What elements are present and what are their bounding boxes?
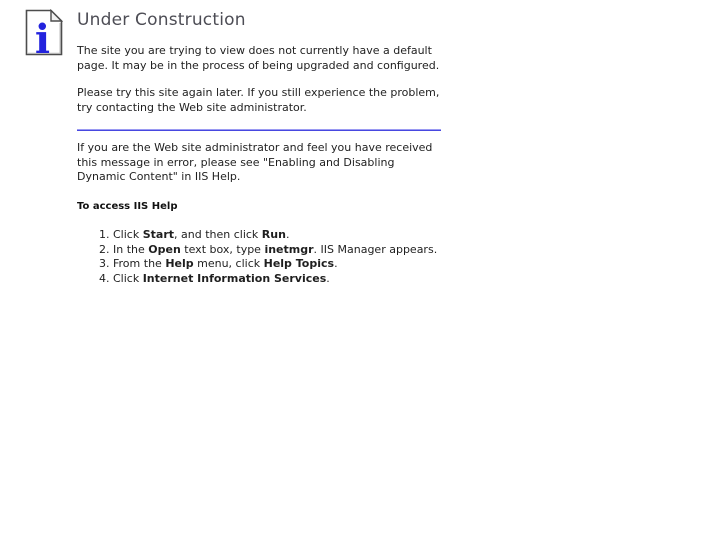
paragraph-no-default-page: The site you are trying to view does not currently have a default page. It may be in the process of being upgraded and configured.: [77, 44, 440, 72]
info-i-glyph: i: [34, 16, 51, 56]
divider-line: [77, 129, 441, 131]
info-document-icon-svg: [25, 9, 63, 56]
main-content: [77, 10, 441, 287]
paragraph-administrator-note: If you are the Web site administrator and feel you have received this message in error, please see "Enabling and Disabling Dynamic Content" in IIS Help.: [77, 140, 433, 184]
help-step: 1. Click Start, and then click Run.: [113, 228, 441, 243]
help-step: 3. From the Help menu, click Help Topics.: [113, 257, 441, 272]
help-steps-list: [77, 228, 441, 287]
paragraph-try-again-later: Please try this site again later. If you still experience the problem, try contacting the Web site administrator.: [77, 86, 440, 115]
help-step: 2. In the Open text box, type inetmgr. IIS Manager appears.: [113, 243, 441, 258]
page-title: Under Construction: [77, 10, 246, 30]
help-section-heading: To access IIS Help: [77, 200, 178, 212]
help-step: 4. Click Internet Information Services.: [113, 272, 441, 287]
info-document-icon: [25, 9, 63, 56]
